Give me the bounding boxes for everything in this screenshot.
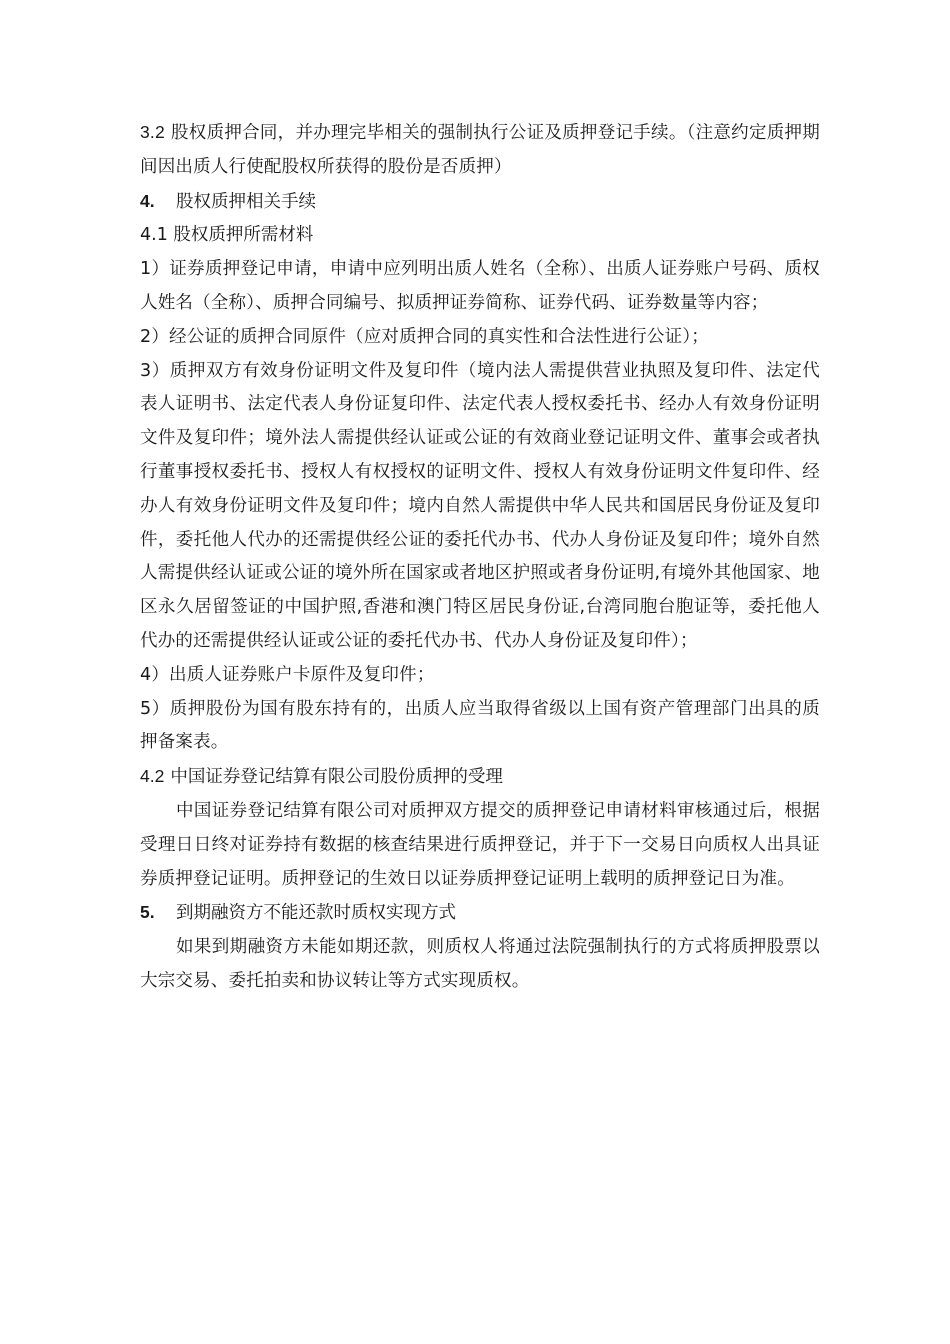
document-page	[140, 116, 820, 999]
section-number: 4.	[140, 190, 155, 211]
list-item-1: 1）证券质押登记申请，申请中应列明出质人姓名（全称）、出质人证券账户号码、质权人姓名（全称）、质押合同编号、拟质押证券简称、证券代码、证券数量等内容；	[140, 259, 820, 313]
list-item-2: 2）经公证的质押合同原件（应对质押合同的真实性和合法性进行公证）；	[140, 326, 709, 347]
paragraph-4-2-body: 中国证券登记结算有限公司对质押双方提交的质押登记申请材料审核通过后，根据受理日日终对证券持有数据的核查结果进行质押登记，并于下一交易日向质权人出具证券质押登记证明。质押登记的生效日以证券质押登记证明上载明的质押登记日为准。	[140, 800, 820, 889]
list-item-5: 5）质押股份为国有股东持有的，出质人应当取得省级以上国有资产管理部门出具的质押备案表。	[140, 698, 820, 753]
section-number: 3.2	[140, 122, 165, 142]
heading-text: 股权质押相关手续	[176, 191, 316, 212]
heading-section-4-1	[140, 219, 820, 253]
section-number: 5.	[140, 902, 155, 923]
heading-text: 中国证券登记结算有限公司股份质押的受理	[170, 767, 503, 788]
heading-text: 4.1 股权质押所需材料	[140, 225, 314, 246]
list-item-4: 4）出质人证券账户卡原件及复印件；	[140, 664, 435, 685]
paragraph-5-body: 如果到期融资方未能如期还款，则质权人将通过法院强制执行的方式将质押股票以大宗交易、委托拍卖和协议转让等方式实现质权。	[140, 937, 820, 991]
list-item-3: 3）质押双方有效身份证明文件及复印件（境内法人需提供营业执照及复印件、法定代表人证明书、法定代表人身份证复印件、法定代表人授权委托书、经办人有效身份证明文件及复印件；境外法人需提供经认证或公证的有效商业登记证明文件、董事会或者执行董事授权委托书、授权人有权授权的证明文件、授权人有效身份证明文件复印件、经办人有效身份证明文件及复印件；境内自然人需提供中华人民共和国居民身份证及复印件，委托他人代办的还需提供经公证的委托代办书、代办人身份证及复印件；境外自然人需提供经认证或公证的境外所在国家或者地区护照或者身份证明,有境外其他国家、地区永久居留签证的中国护照,香港和澳门特区居民身份证,台湾同胞台胞证等，委托他人代办的还需提供经认证或公证的委托代办书、代办人身份证及复印件）；	[140, 360, 820, 651]
paragraph-text: 股权质押合同，并办理完毕相关的强制执行公证及质押登记手续。（注意约定质押期间因出质人行使配股权所获得的股份是否质押）	[140, 123, 820, 177]
heading-section-4-2	[140, 760, 820, 795]
heading-text: 到期融资方不能还款时质权实现方式	[176, 903, 456, 924]
paragraph-3-2	[140, 116, 820, 185]
heading-section-4	[140, 185, 820, 220]
section-number: 4.2	[140, 766, 165, 787]
heading-section-5	[140, 896, 820, 931]
